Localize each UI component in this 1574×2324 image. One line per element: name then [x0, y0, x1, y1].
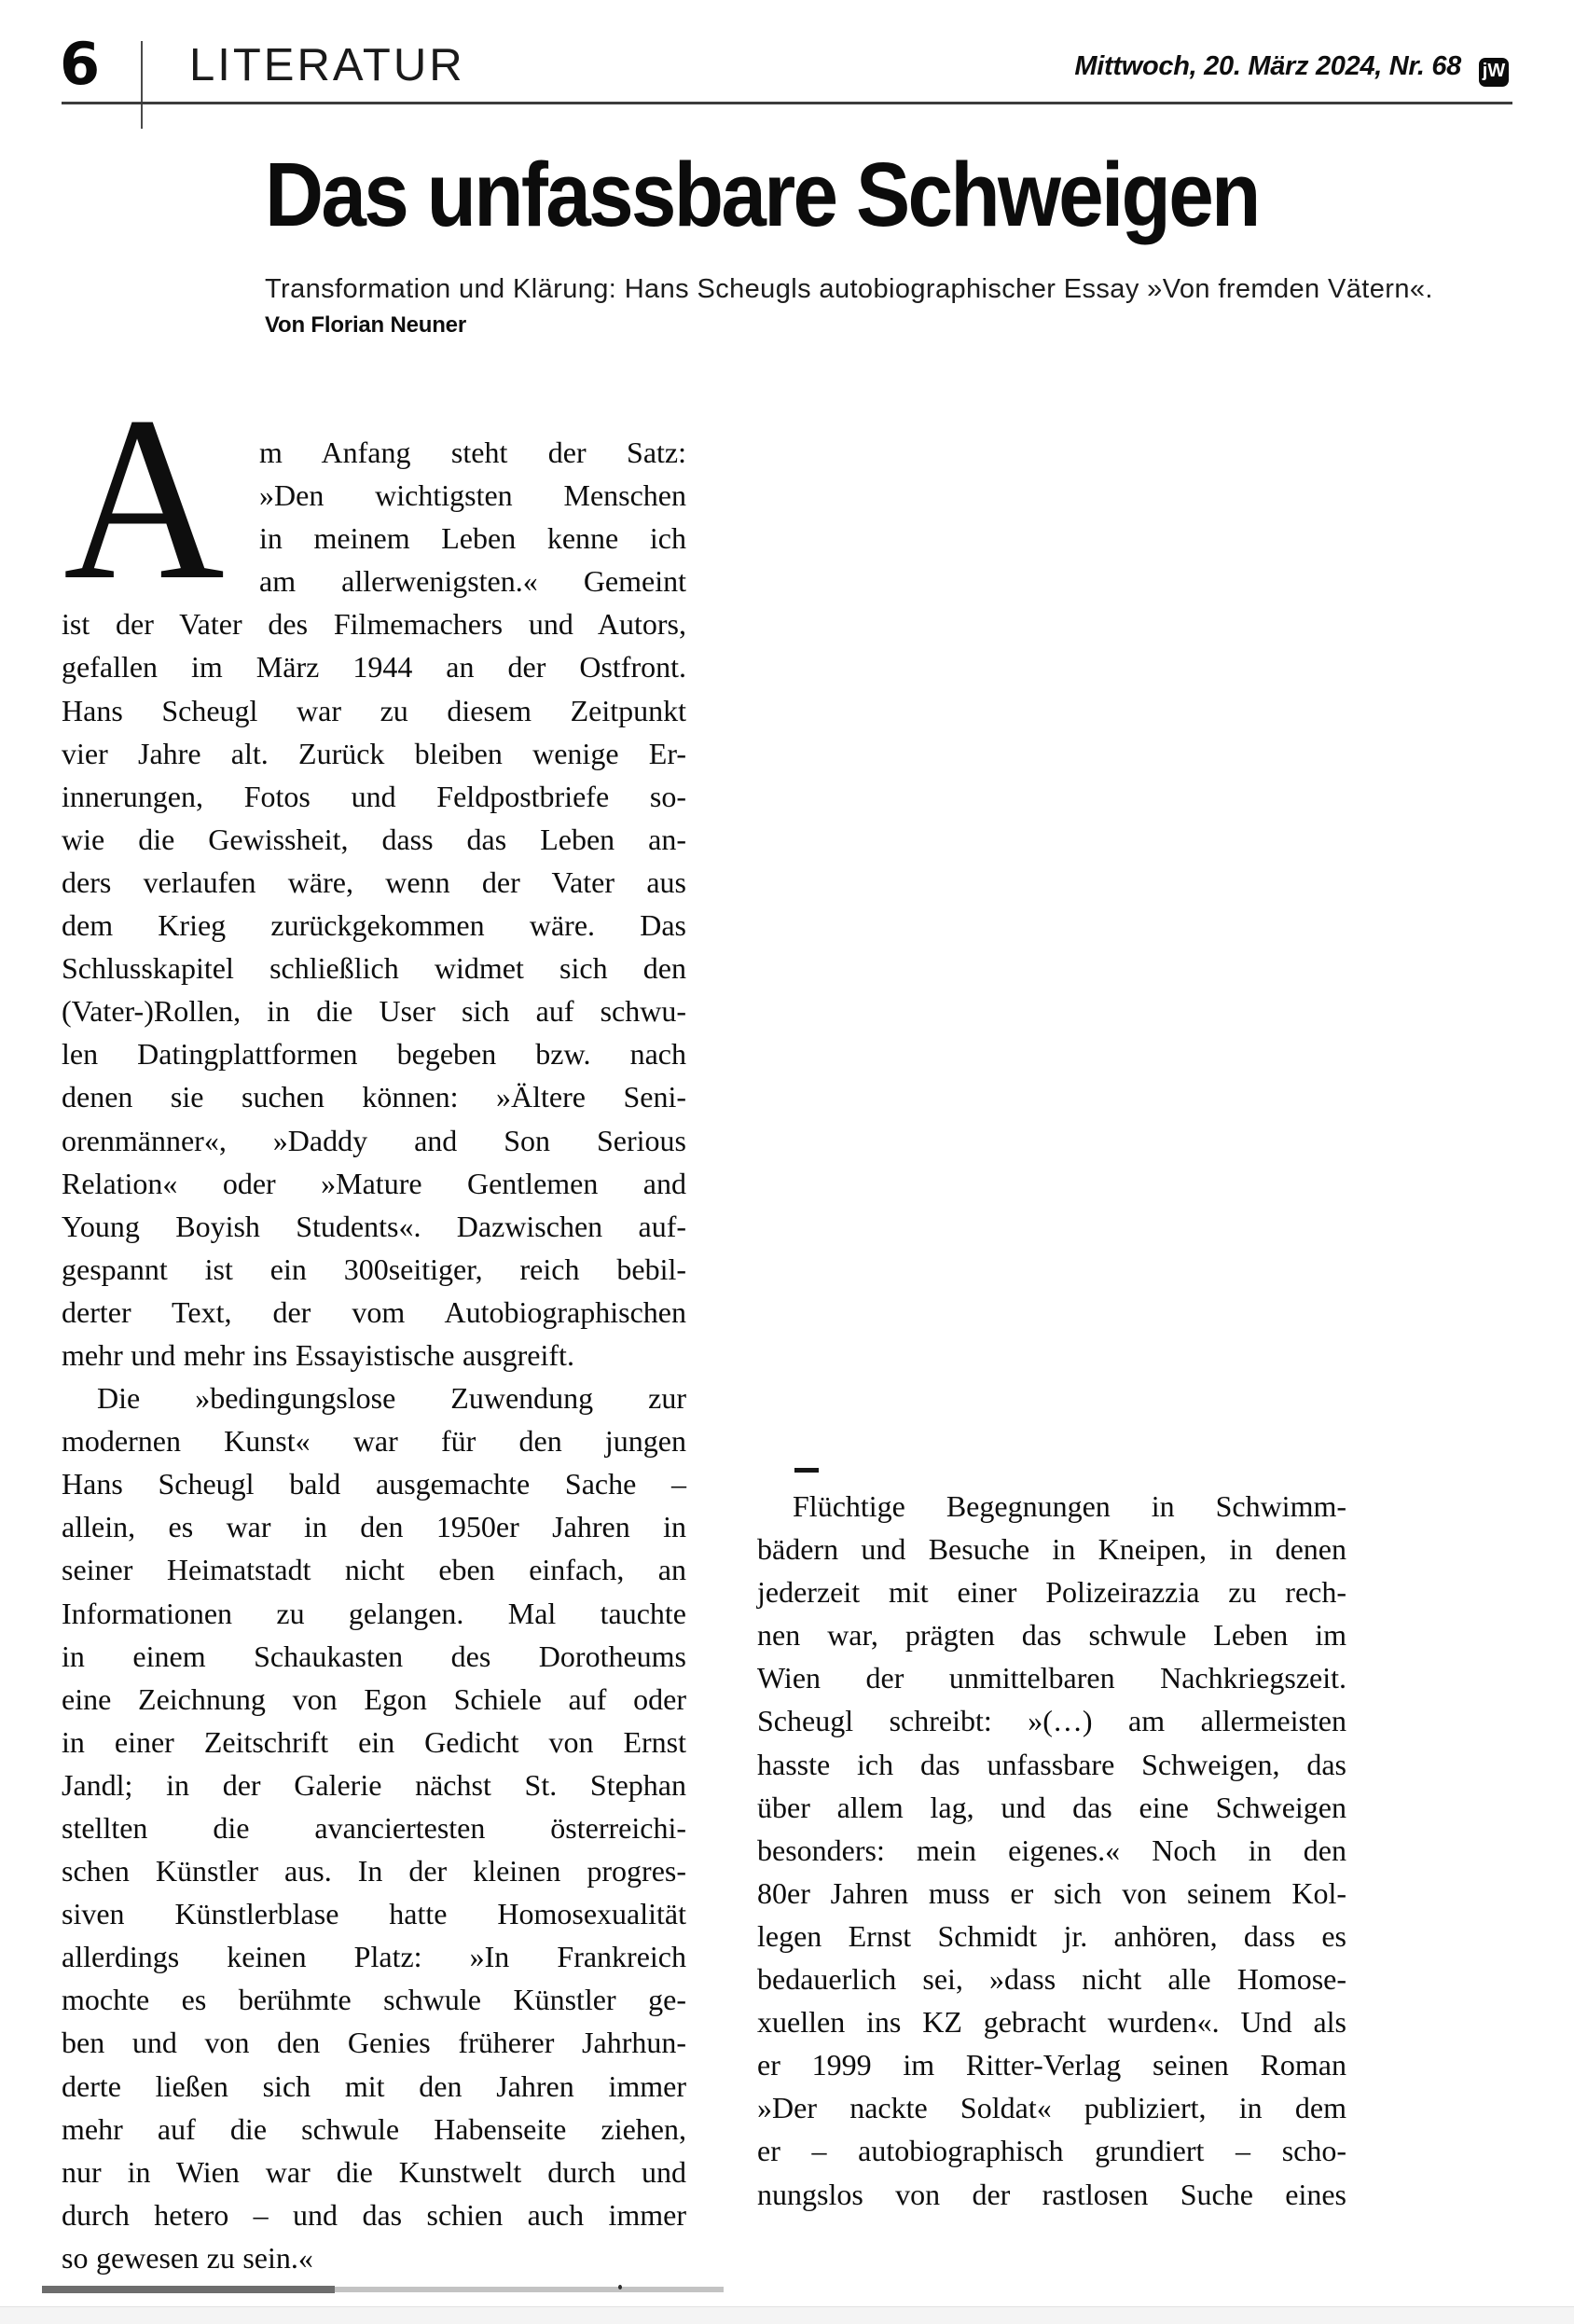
horizontal-scrollbar-thumb[interactable] — [42, 2286, 335, 2293]
header-vertical-divider — [141, 41, 143, 129]
text-line: 80er Jahren muss er sich von seinem Kol- — [757, 1875, 1346, 1910]
article-subtitle: Transformation und Klärung: Hans Scheugls autobiographischer Essay »Von fremden Vätern«. — [265, 274, 1433, 304]
text-line: allerdings keinen Platz: »In Frankreich — [62, 1940, 686, 1974]
text-line: durch hetero – und das schien auch immer — [62, 2197, 686, 2232]
text-line: er 1999 im Ritter-Verlag seinen Roman — [757, 2048, 1346, 2082]
text-line: eine Zeichnung von Egon Schiele auf oder — [62, 1681, 686, 1716]
text-line: xuellen ins KZ gebracht wurden«. Und als — [757, 2005, 1346, 2040]
horizontal-scrollbar-track[interactable] — [42, 2287, 724, 2292]
text-line: Scheugl schreibt: »(…) am allermeisten — [757, 1704, 1346, 1738]
text-line: besonders: mein eigenes.« Noch in den — [757, 1833, 1346, 1867]
text-line: gespannt ist ein 300seitiger, reich bebil- — [62, 1252, 686, 1286]
text-line: nungslos von der rastlosen Suche eines — [757, 2177, 1346, 2211]
text-line: Hans Scheugl war zu diesem Zeitpunkt — [62, 693, 686, 727]
text-line: m Anfang steht der Satz: — [259, 436, 686, 469]
text-line: am allerwenigsten.« Gemeint — [259, 564, 686, 599]
text-line: in einer Zeitschrift ein Gedicht von Ernst — [62, 1724, 686, 1759]
text-line: mehr auf die schwule Habenseite ziehen, — [62, 2111, 686, 2146]
text-line: in einem Schaukasten des Dorotheums — [62, 1639, 686, 1673]
article-column-right — [757, 1485, 1346, 2216]
text-line: mochte es berühmte schwule Künstler ge- — [62, 1983, 686, 2017]
text-line: vier Jahre alt. Zurück bleiben wenige Er- — [62, 736, 686, 770]
text-line: denen sie suchen können: »Ältere Seni- — [62, 1080, 686, 1114]
text-line: seiner Heimatstadt nicht eben einfach, an — [62, 1553, 686, 1587]
text-line: »Den wichtigsten Menschen — [259, 478, 686, 513]
text-line: derte ließen sich mit den Jahren immer — [62, 2068, 686, 2103]
text-line: stellten die avanciertesten österreichi- — [62, 1811, 686, 1845]
text-line: Die »bedingungslose Zuwendung zur — [97, 1381, 686, 1416]
text-line: siven Künstlerblase hatte Homosexualität — [62, 1897, 686, 1931]
jw-logo: jW — [1479, 58, 1509, 87]
text-line: schen Künstler aus. In der kleinen progres- — [62, 1854, 686, 1888]
text-line: nen war, prägten das schwule Leben im — [757, 1618, 1346, 1653]
text-line: allein, es war in den 1950er Jahren in — [62, 1510, 686, 1544]
text-line: er – autobiographisch grundiert – scho- — [757, 2134, 1346, 2168]
text-line: Schlusskapitel schließlich widmet sich den — [62, 951, 686, 986]
text-line: Wien der unmittelbaren Nachkriegszeit. — [757, 1661, 1346, 1695]
text-line: orenmänner«, »Daddy and Son Serious — [62, 1123, 686, 1157]
text-line: ist der Vater des Filmemachers und Autors, — [62, 607, 686, 642]
bottom-panel-edge — [0, 2306, 1574, 2324]
article-byline: Von Florian Neuner — [265, 312, 466, 338]
text-line: Relation« oder »Mature Gentlemen and — [62, 1166, 686, 1200]
header-rule — [62, 102, 1512, 104]
text-line: innerungen, Fotos und Feldpostbriefe so- — [62, 779, 686, 813]
text-line: jederzeit mit einer Polizeirazzia zu rech- — [757, 1575, 1346, 1610]
text-line: ben und von den Genies früherer Jahrhun- — [62, 2026, 686, 2060]
text-line: Informationen zu gelangen. Mal tauchte — [62, 1596, 686, 1630]
text-line: in meinem Leben kenne ich — [259, 521, 686, 556]
text-line: Flüchtige Begegnungen in Schwimm- — [793, 1489, 1346, 1523]
text-line: legen Ernst Schmidt jr. anhören, dass es — [757, 1918, 1346, 1953]
text-line: mehr und mehr ins Essayistische ausgreift. — [62, 1337, 574, 1372]
text-line: »Der nackte Soldat« publiziert, in dem — [757, 2091, 1346, 2125]
text-line: dem Krieg zurückgekommen wäre. Das — [62, 908, 686, 943]
scrollbar-tick-dot — [618, 2285, 622, 2289]
text-line: bedauerlich sei, »dass nicht alle Homose- — [757, 1962, 1346, 1997]
page-number: 6 — [60, 30, 101, 98]
date-line: Mittwoch, 20. März 2024, Nr. 68 — [1074, 51, 1461, 81]
section-title: LITERATUR — [189, 40, 465, 90]
text-line: Young Boyish Students«. Dazwischen auf- — [62, 1209, 686, 1243]
text-line: über allem lag, und das eine Schweigen — [757, 1790, 1346, 1824]
text-line: hasste ich das unfassbare Schweigen, das — [757, 1747, 1346, 1781]
text-line: len Datingplattformen begeben bzw. nach — [62, 1037, 686, 1072]
text-line: bädern und Besuche in Kneipen, in denen — [757, 1532, 1346, 1567]
text-line: Hans Scheugl bald ausgemachte Sache – — [62, 1467, 686, 1501]
text-line: nur in Wien war die Kunstwelt durch und — [62, 2154, 686, 2189]
text-line: wie die Gewissheit, dass das Leben an- — [62, 822, 686, 856]
stray-dash-mark — [794, 1468, 819, 1473]
text-line: so gewesen zu sein.« — [62, 2240, 313, 2275]
text-line: derter Text, der vom Autobiographischen — [62, 1294, 686, 1329]
text-line: (Vater-)Rollen, in die User sich auf schwu- — [62, 994, 686, 1029]
article-column-left — [62, 367, 686, 2279]
article-headline: Das unfassbare Schweigen — [265, 144, 1259, 245]
text-line: gefallen im März 1944 an der Ostfront. — [62, 650, 686, 685]
text-line: Jandl; in der Galerie nächst St. Stephan — [62, 1767, 686, 1802]
text-line: modernen Kunst« war für den jungen — [62, 1424, 686, 1459]
dropcap-letter: A — [63, 367, 225, 629]
text-line: ders verlaufen wäre, wenn der Vater aus — [62, 865, 686, 899]
